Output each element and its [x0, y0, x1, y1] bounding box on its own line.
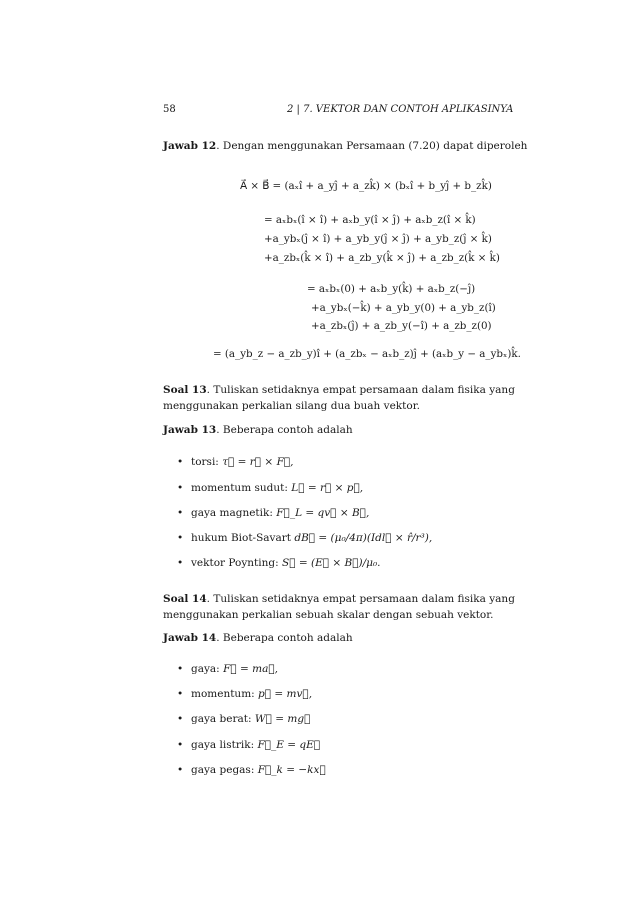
- bullet-icon: •: [177, 764, 184, 776]
- list-item-label: torsi:: [191, 456, 223, 468]
- equation-line-8: = (a_yb_z − a_zb_y)î + (a_zbₓ − aₓb_z)ĵ + (aₓb_y − a_ybₓ)k̂.: [213, 348, 521, 360]
- list-item: [177, 532, 432, 544]
- list-item-label: gaya listrik:: [191, 739, 258, 751]
- bullet-icon: •: [177, 688, 184, 700]
- equation-line-5: = aₓbₓ(0) + aₓb_y(k̂) + aₓb_z(−ĵ): [307, 283, 476, 295]
- jawab-14-label: Jawab 14: [163, 632, 217, 644]
- list-item-formula: L⃗ = r⃗ × p⃗,: [291, 482, 364, 494]
- list-item: [177, 713, 310, 725]
- jawab-14-paragraph: [163, 632, 353, 644]
- list-item: [177, 557, 381, 569]
- list-item: [177, 456, 294, 468]
- list-item-label: gaya pegas:: [191, 764, 258, 776]
- list-item-formula: S⃗ = (E⃗ × B⃗)/μ₀.: [282, 557, 381, 569]
- list-item-formula: F⃗_E = qE⃗: [257, 739, 321, 751]
- equation-line-6: +a_ybₓ(−k̂) + a_yb_y(0) + a_yb_z(î): [311, 302, 496, 314]
- list-item: [177, 739, 320, 751]
- bullet-icon: •: [177, 456, 184, 468]
- list-item: [177, 688, 312, 700]
- list-item-formula: dB⃗ = (μ₀/4π)(Idl⃗ × r̂/r³),: [294, 532, 433, 544]
- list-item-label: gaya berat:: [191, 713, 255, 725]
- list-item-label: hukum Biot-Savart: [191, 532, 295, 544]
- running-header: 2 | 7. VEKTOR DAN CONTOH APLIKASINYA: [287, 104, 514, 115]
- soal-13-label: Soal 13: [163, 384, 207, 396]
- jawab-13-label: Jawab 13: [163, 424, 217, 436]
- list-item-label: vektor Poynting:: [191, 557, 282, 569]
- jawab-14-text: . Beberapa contoh adalah: [216, 632, 353, 644]
- bullet-icon: •: [177, 663, 184, 675]
- bullet-icon: •: [177, 482, 184, 494]
- soal-14-text: . Tuliskan setidaknya empat persamaan dalam fisika yang menggunakan perkalian sebuah skalar dengan sebuah vektor.: [163, 593, 515, 621]
- equation-line-7: +a_zbₓ(ĵ) + a_zb_y(−î) + a_zb_z(0): [311, 320, 492, 332]
- bullet-icon: •: [177, 713, 184, 725]
- jawab-12-paragraph: [163, 140, 527, 152]
- list-item: [177, 764, 326, 776]
- equation-line-2: = aₓbₓ(î × î) + aₓb_y(î × ĵ) + aₓb_z(î × k̂): [264, 214, 476, 226]
- bullet-icon: •: [177, 739, 184, 751]
- bullet-icon: •: [177, 532, 184, 544]
- list-item-formula: W⃗ = mg⃗: [254, 713, 311, 725]
- bullet-icon: •: [177, 557, 184, 569]
- page-number: 58: [163, 104, 176, 115]
- soal-14-paragraph: [163, 591, 535, 623]
- jawab-13-paragraph: [163, 424, 353, 436]
- equation-line-3: +a_ybₓ(ĵ × î) + a_yb_y(ĵ × ĵ) + a_yb_z(ĵ × k̂): [264, 233, 492, 245]
- list-item-label: momentum:: [191, 688, 259, 700]
- list-item-label: gaya:: [191, 663, 224, 675]
- list-item-formula: F⃗ = ma⃗,: [223, 663, 278, 675]
- jawab-13-text: . Beberapa contoh adalah: [216, 424, 353, 436]
- list-item-formula: F⃗_k = −kx⃗: [257, 764, 326, 776]
- list-item-label: gaya magnetik:: [191, 507, 277, 519]
- equation-line-4: +a_zbₓ(k̂ × î) + a_zb_y(k̂ × ĵ) + a_zb_z(k̂ × k̂): [264, 252, 500, 264]
- jawab-12-label: Jawab 12: [163, 140, 217, 152]
- list-item-formula: τ⃗ = r⃗ × F⃗,: [222, 456, 294, 468]
- list-item-formula: F⃗_L = qv⃗ × B⃗,: [276, 507, 370, 519]
- equation-line-1: A⃗ × B⃗ = (aₓî + a_yĵ + a_zk̂) × (bₓî + b_yĵ + b_zk̂): [240, 180, 492, 192]
- soal-13-text: . Tuliskan setidaknya empat persamaan dalam fisika yang menggunakan perkalian silang dua buah vektor.: [163, 384, 515, 412]
- bullet-icon: •: [177, 507, 184, 519]
- list-item: [177, 507, 369, 519]
- jawab-12-text: . Dengan menggunakan Persamaan (7.20) dapat diperoleh: [216, 140, 528, 152]
- list-item: [177, 482, 363, 494]
- list-item-formula: p⃗ = mv⃗,: [258, 688, 313, 700]
- list-item-label: momentum sudut:: [191, 482, 292, 494]
- soal-13-paragraph: [163, 382, 535, 414]
- soal-14-label: Soal 14: [163, 593, 207, 605]
- list-item: [177, 663, 278, 675]
